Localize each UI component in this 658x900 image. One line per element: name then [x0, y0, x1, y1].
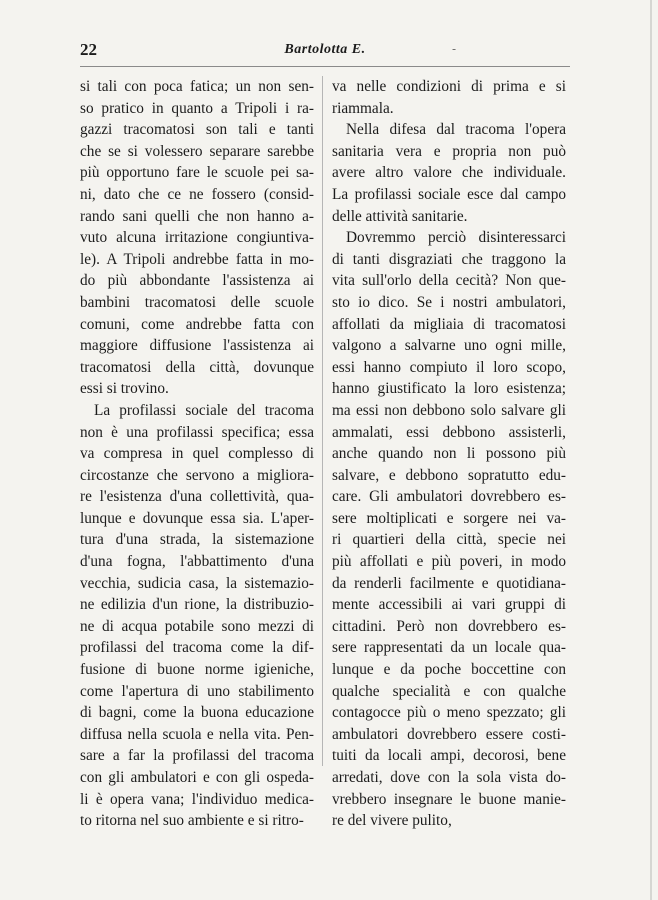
header-rule: [80, 66, 570, 67]
text-line: bambini tracomatosi delle scuole: [80, 293, 314, 311]
text-line: avere altro valore che individuale.: [332, 164, 566, 182]
text-line: lunque e dovunque essa sia. L'aper-: [80, 509, 314, 527]
text-line: sto io dico. Se i nostri ambulatori,: [332, 293, 566, 311]
text-line: care. Gli ambulatori dovrebbero es-: [332, 488, 566, 506]
text-line: diffusa nella scuola e nella vita. Pen-: [80, 725, 314, 743]
text-line: anche quando non li possono più: [332, 445, 566, 463]
text-line: contagocce più o meno spezzato; gli: [332, 704, 566, 722]
text-line: vrebbero insegnare le buone manie-: [332, 790, 566, 808]
text-line: vita sull'orlo della cecità? Non que-: [332, 272, 566, 290]
text-line: La profilassi sociale esce dal campo: [332, 185, 566, 203]
text-line: valgono a salvarne uno ogni mille,: [332, 337, 566, 355]
text-line: arredati, dove con la sola vista do-: [332, 769, 566, 786]
running-title: Bartolotta E.: [284, 42, 366, 57]
text-line: ne di acqua potabile sono mezzi di: [80, 617, 314, 635]
text-line: Nella difesa dal tracoma l'opera: [346, 121, 566, 139]
text-line: riammala.: [332, 99, 394, 117]
text-line: di tanti disgraziati che traggono la: [332, 250, 566, 268]
text-line: ma essi non debbono solo salvare gli: [332, 401, 566, 419]
text-line: ammalati, essi debbono assisterli,: [332, 423, 566, 441]
text-line: sere rappresentati da un locale qua-: [332, 639, 566, 657]
text-line: sare a far la profilassi del tracoma: [80, 747, 314, 765]
text-line: mente accessibili ai vari gruppi di: [332, 596, 566, 614]
text-line: va nelle condizioni di prima e si: [332, 78, 566, 95]
text-line: d'una fogna, l'abbattimento d'una: [80, 553, 314, 571]
text-line: li è opera vana; l'individuo medica-: [80, 790, 314, 808]
text-line: maggiore diffusione l'assistenza ai: [80, 337, 314, 355]
text-line: sanitaria vera e propria non può: [332, 142, 566, 160]
text-line: gazzi tracomatosi son tali e tanti: [80, 121, 314, 139]
text-line: re l'esistenza d'una collettività, qua-: [80, 488, 314, 506]
text-line: hanno giustificato la loro esistenza;: [332, 380, 566, 398]
text-line: La profilassi sociale del tracoma: [94, 401, 314, 419]
text-line: fusione di buone norme igieniche,: [80, 661, 314, 679]
left-column: [80, 76, 314, 832]
text-line: salvare, e debbono sopratutto edu-: [332, 466, 566, 484]
text-line: re del vivere pulito,: [332, 812, 452, 830]
text-line: comuni, come andrebbe fatta con: [80, 315, 314, 333]
text-line: come l'apertura di uno stabilimento: [80, 682, 314, 700]
text-line: tuiti da locali ampi, decorosi, bene: [332, 747, 566, 765]
page-number: 22: [80, 40, 97, 59]
text-line: circostanze che servono a migliora-: [80, 466, 314, 484]
text-line: le). A Tripoli andrebbe fatta in mo-: [80, 250, 314, 268]
text-line: ni, dato che ce ne fossero (consid-: [80, 185, 314, 203]
text-line: Dovremmo perciò disinteressarci: [346, 229, 566, 247]
header-dash: -: [452, 42, 457, 56]
text-line: ambulatori dovrebbero essere costi-: [332, 725, 566, 743]
text-line: to ritorna nel suo ambiente e si ritro-: [80, 812, 304, 830]
text-line: non è una profilassi specifica; essa: [80, 423, 314, 441]
text-line: con gli ambulatori e con gli ospeda-: [80, 769, 314, 786]
text-line: tura d'una strada, la sistemazione: [80, 531, 314, 549]
text-line: qualche specialità e con qualche: [332, 682, 566, 700]
text-line: più affollati e più poveri, in modo: [332, 553, 566, 571]
text-line: vuto alcuna irritazione congiuntiva-: [80, 229, 314, 247]
text-line: so pratico in quanto a Tripoli i ra-: [80, 99, 314, 117]
text-line: tracomatosi della città, dovunque: [80, 358, 314, 376]
text-line: rando sani quelli che non hanno a-: [80, 207, 314, 225]
text-line: va compresa in quel complesso di: [80, 445, 314, 463]
text-line: essi si trovino.: [80, 380, 169, 398]
text-line: lunque e da poche boccettine con: [332, 661, 566, 679]
page-header: [80, 40, 570, 64]
text-line: più opportuno fare le scuole pei sa-: [80, 164, 314, 182]
text-line: di bagni, come la buona educazione: [80, 704, 314, 722]
text-line: essi hanno compiuto il loro scopo,: [332, 358, 566, 376]
text-line: da renderli facilmente e quotidiana-: [332, 574, 566, 592]
text-line: sere moltiplicati e sorgere nei va-: [332, 509, 566, 527]
right-column: [332, 76, 566, 832]
text-line: profilassi del tracoma come la dif-: [80, 639, 314, 657]
column-divider: [322, 76, 323, 766]
text-line: do più abbondante l'assistenza ai: [80, 272, 314, 290]
text-line: che se si volessero separare sarebbe: [80, 142, 314, 160]
text-line: si tali con poca fatica; un non sen-: [80, 78, 314, 95]
text-line: delle attività sanitarie.: [332, 207, 468, 225]
text-line: ne edilizia d'un rione, la distribuzio-: [80, 596, 314, 614]
text-line: vecchia, sudicia casa, la sistemazio-: [80, 574, 314, 592]
text-line: ri quartieri della città, specie nei: [332, 531, 566, 549]
text-line: cittadini. Però non dovrebbero es-: [332, 617, 566, 635]
page-edge: [650, 0, 652, 900]
text-line: affollati da migliaia di tracomatosi: [332, 315, 566, 333]
